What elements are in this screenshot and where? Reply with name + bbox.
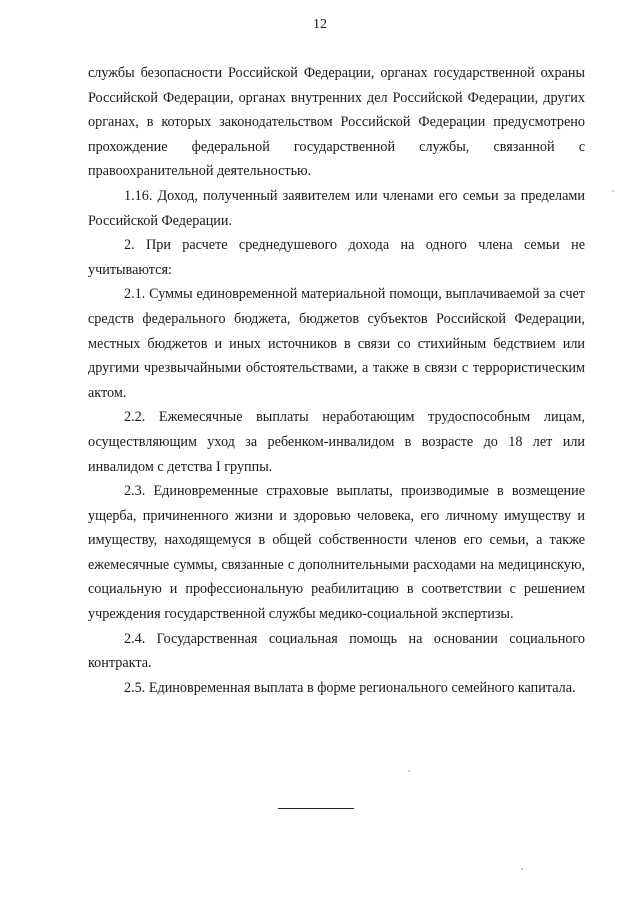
paragraph-continued: службы безопасности Российской Федерации, органах государственной охраны Российской Федерации, органах внутренних дел Российской Федерации, других органах, в которых законодательством Российской Федерации предусмотрено прохождение федеральной государственной службы, связанной с правоохранительной деятельностью. — [88, 65, 585, 180]
paragraph-2-4: 2.4. Государственная социальная помощь на основании социального контракта. — [88, 630, 585, 672]
scan-speck — [612, 190, 614, 192]
paragraph-2-2: 2.2. Ежемесячные выплаты неработающим трудоспособным лицам, осуществляющим уход за ребенком-инвалидом в возрасте до 18 лет или инвалидом с детства I группы. — [88, 409, 585, 475]
page-number: 12 — [313, 17, 327, 32]
paragraph-2: 2. При расчете среднедушевого дохода на одного члена семьи не учитываются: — [88, 237, 585, 278]
end-of-document-rule — [278, 808, 354, 809]
document-body — [88, 61, 585, 700]
paragraph-2-3: 2.3. Единовременные страховые выплаты, производимые в возмещение ущерба, причиненного жизни и здоровью человека, его личному имуществу и имуществу, находящемуся в общей собственности членов его семьи, а также ежемесячные суммы, связанные с дополнительными расходами на медицинскую, социальную и профессиональную реабилитацию в соответствии с решением учреждения государственной службы медико-социальной экспертизы. — [88, 483, 585, 623]
paragraph-2-5: 2.5. Единовременная выплата в форме регионального семейного капитала. — [124, 679, 576, 696]
scan-speck — [521, 868, 523, 870]
paragraph-2-1: 2.1. Суммы единовременной материальной помощи, выплачиваемой за счет средств федерального бюджета, бюджетов субъектов Российской Федерации, местных бюджетов и иных источников в связи со стихийным бедствием или другими чрезвычайными обстоятельствами, а также в связи с террористическим актом. — [88, 286, 585, 401]
scan-speck — [408, 770, 410, 772]
paragraph-1-16: 1.16. Доход, полученный заявителем или членами его семьи за пределами Российской Федерации. — [88, 187, 585, 229]
